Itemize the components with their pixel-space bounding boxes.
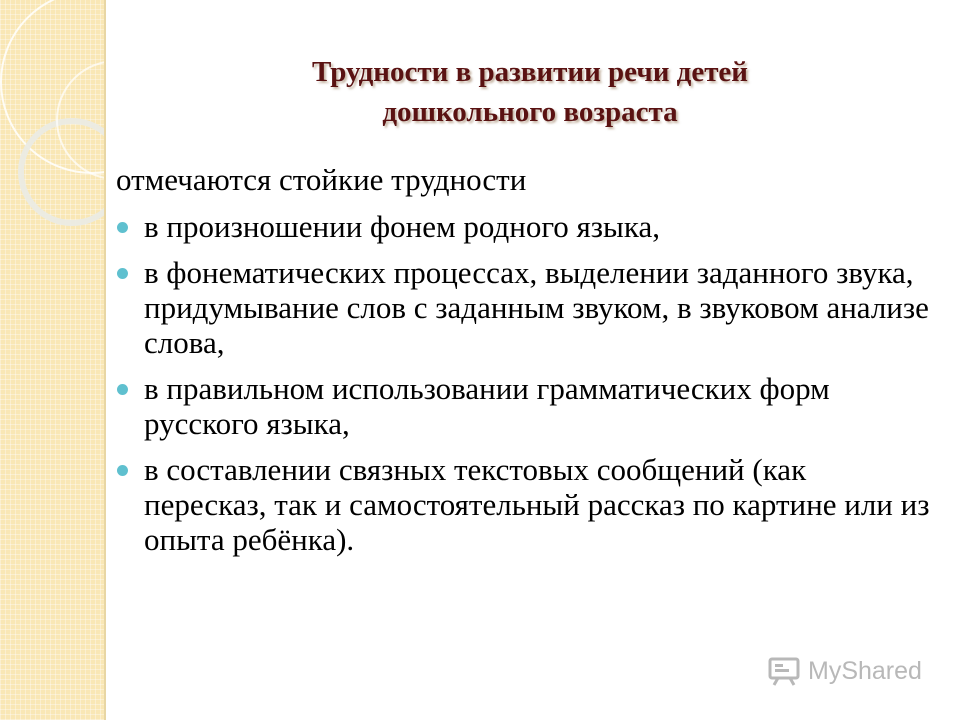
bullet-item <box>116 452 936 557</box>
bullet-item <box>116 255 936 360</box>
bullet-dot-icon <box>117 268 128 279</box>
band-divider <box>104 0 106 720</box>
bullet-dot-icon <box>117 384 128 395</box>
title-line-1: Трудности в развитии речи детей <box>311 56 749 88</box>
bullet-dot-icon <box>117 465 128 476</box>
bullet-text: в фонематических процессах, выделении заданного звука, придумывание слов с заданным звуком, в звуковом анализе слова, <box>144 255 929 360</box>
slide-body <box>116 162 936 568</box>
bullet-item <box>116 209 936 244</box>
bullet-item <box>116 371 936 441</box>
slide-title <box>180 52 880 132</box>
bullet-text: в произношении фонем родного языка, <box>144 209 660 244</box>
title-line-2: дошкольного возраста <box>382 96 678 128</box>
presentation-board-icon <box>766 656 802 686</box>
watermark-text: MyShared <box>808 656 922 685</box>
bullet-text: в правильном использовании грамматических форм русского языка, <box>144 371 830 441</box>
bullet-text: в составлении связных текстовых сообщений (как пересказ, так и самостоятельный рассказ по картине или из опыта ребёнка). <box>144 452 930 557</box>
decorative-side-band <box>0 0 106 720</box>
bullet-list <box>116 209 936 557</box>
myshared-watermark <box>766 656 922 686</box>
bullet-dot-icon <box>117 222 128 233</box>
intro-text: отмечаются стойкие трудности <box>116 162 527 197</box>
